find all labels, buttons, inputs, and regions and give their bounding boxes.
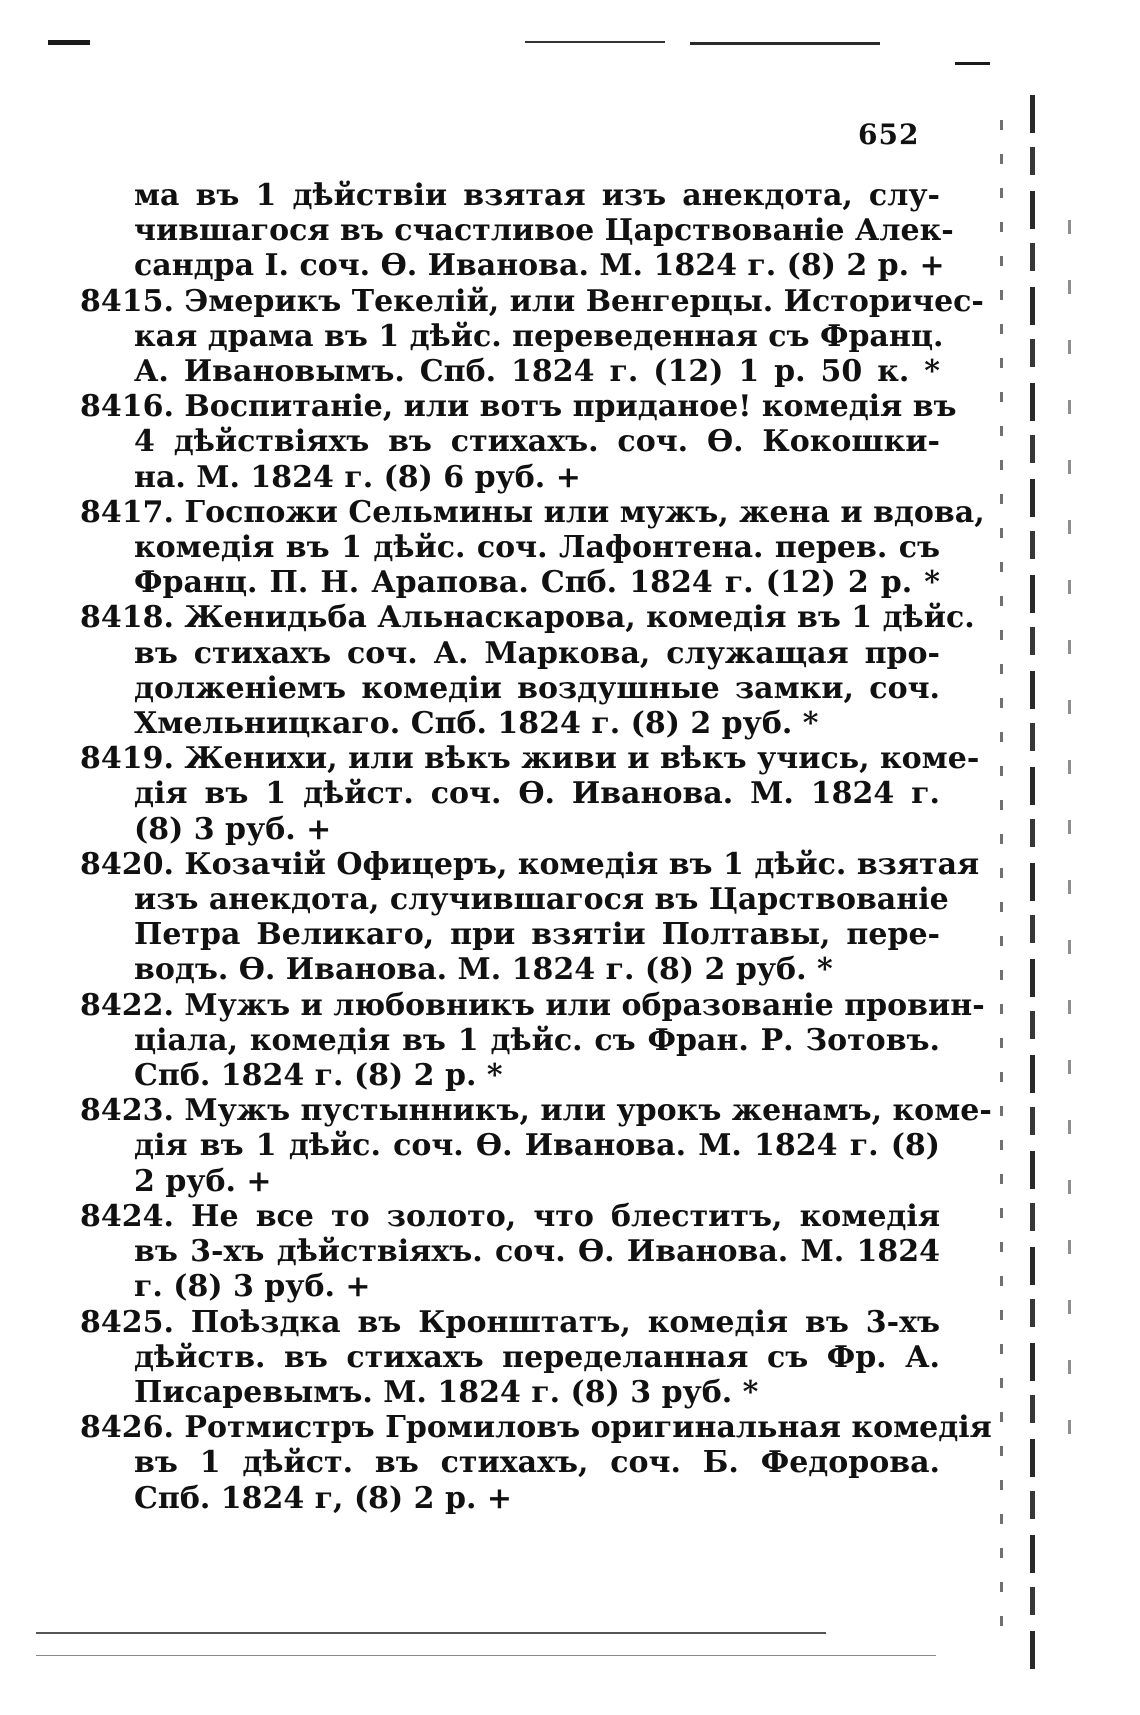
text-line: кая драма въ 1 дѣйс. переведенная съ Франц. — [134, 318, 944, 354]
entry-first-line: 8425. Поѣздка въ Кронштатъ, комедія въ 3-хъ — [80, 1304, 940, 1340]
scan-mark — [36, 1632, 826, 1634]
text-line: г. (8) 3 руб. + — [134, 1269, 371, 1305]
entry-first-line: 8420. Козачій Офицеръ, комедія въ 1 дѣйс. взятая — [80, 846, 980, 882]
text-line: Хмельницкаго. Спб. 1824 г. (8) 2 руб. * — [134, 706, 819, 742]
text-line: дія въ 1 дѣйст. соч. Ө. Иванова. М. 1824 г. — [134, 776, 940, 812]
text-line: Спб. 1824 г. (8) 2 р. * — [134, 1058, 503, 1094]
entry-first-line: 8422. Мужъ и любовникъ или образованіе провин- — [80, 987, 985, 1023]
text-line: А. Ивановымъ. Спб. 1824 г. (12) 1 р. 50 к. * — [134, 354, 940, 390]
text-line: 4 дѣйствіяхъ въ стихахъ. соч. Ө. Кокошки- — [134, 424, 940, 460]
text-line: ма въ 1 дѣйствіи взятая изъ анекдота, слу- — [134, 178, 940, 213]
scan-mark — [48, 40, 90, 45]
text-line: изъ анекдота, случившагося въ Царствованіе — [134, 882, 949, 918]
entry-first-line: 8418. Женидьба Альнаскарова, комедія въ 1 дѣйс. — [80, 600, 975, 636]
page-edge-shadow — [1000, 120, 1003, 1650]
entry-first-line: 8419. Женихи, или вѣкъ живи и вѣкъ учись, коме- — [80, 741, 980, 777]
text-line: комедія въ 1 дѣйс. соч. Лафонтена. перев. съ — [134, 530, 940, 566]
entry-first-line: 8416. Воспитаніе, или вотъ приданое! комедія въ — [80, 389, 957, 425]
text-line: Спб. 1824 г, (8) 2 р. + — [134, 1480, 512, 1516]
text-line: (8) 3 руб. + — [134, 811, 332, 847]
scan-mark — [36, 1655, 936, 1656]
page-number: 652 — [858, 118, 920, 151]
page-edge-shadow — [1030, 95, 1035, 1675]
entry-first-line: 8426. Ротмистръ Громиловъ оригинальная комедія — [80, 1410, 992, 1446]
page-edge-shadow — [1068, 220, 1071, 1440]
text-line: дѣйств. въ стихахъ переделанная съ Фр. А. — [134, 1339, 940, 1375]
text-line: Петра Великаго, при взятіи Полтавы, пере- — [134, 917, 940, 953]
scan-mark — [690, 42, 880, 45]
text-line: долженіемъ комедіи воздушные замки, соч. — [134, 670, 940, 706]
text-line: на. М. 1824 г. (8) 6 руб. + — [134, 459, 581, 495]
text-line: въ стихахъ соч. А. Маркова, служащая про- — [134, 635, 940, 671]
text-line: сандра I. соч. Ө. Иванова. М. 1824 г. (8) 2 р. + — [134, 248, 945, 284]
text-line: дія въ 1 дѣйс. соч. Ө. Иванова. М. 1824 г. (8) — [134, 1128, 940, 1164]
text-line: Писаревымъ. М. 1824 г. (8) 3 руб. * — [134, 1374, 759, 1410]
entry-first-line: 8415. Эмерикъ Текелій, или Венгерцы. Историчес- — [80, 283, 984, 319]
scan-mark — [525, 41, 665, 43]
entry-first-line: 8423. Мужъ пустынникъ, или урокъ женамъ, коме- — [80, 1093, 992, 1129]
text-line: Франц. П. Н. Арапова. Спб. 1824 г. (12) 2 р. * — [134, 565, 940, 601]
text-line: въ 1 дѣйст. въ стихахъ, соч. Б. Федорова. — [134, 1445, 940, 1481]
text-line: 2 руб. + — [134, 1163, 272, 1199]
entry-first-line: 8424. Не все то золото, что блеститъ, комедія — [80, 1198, 940, 1234]
text-line: ціала, комедія въ 1 дѣйс. съ Фран. Р. Зотовъ. — [134, 1022, 940, 1058]
entry-first-line: 8417. Госпожи Сельмины или мужъ, жена и вдова, — [80, 494, 985, 530]
scan-mark — [955, 62, 990, 65]
catalog-entries — [80, 178, 992, 1516]
text-line: чившагося въ счастливое Царствованіе Алек- — [134, 213, 954, 249]
text-line: водъ. Ө. Иванова. М. 1824 г. (8) 2 руб. * — [134, 952, 833, 988]
text-line: въ 3-хъ дѣйствіяхъ. соч. Ө. Иванова. М. 1824 — [134, 1234, 940, 1270]
